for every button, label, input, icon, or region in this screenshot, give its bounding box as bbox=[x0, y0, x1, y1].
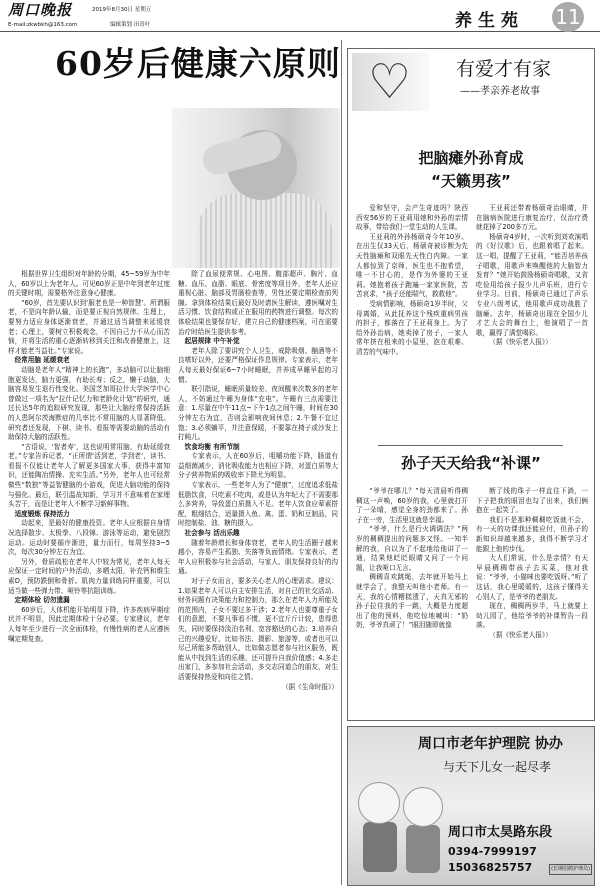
elderly-man-photo bbox=[172, 108, 340, 268]
feature-subtitle: ——孝亲养老故事 bbox=[460, 86, 540, 97]
cartoon-grandma-head bbox=[403, 787, 443, 827]
paragraph: 动起来，是最好的健康投资。老年人应根据自身情况选择散步、太极拳、八段锦、游泳等运动，避免剧烈运动。运动时要循序渐进，量力而行，每周坚持3~5次，每次30分钟左右为宜。 bbox=[8, 519, 170, 557]
story2-column-2 bbox=[476, 487, 588, 715]
contact-email[interactable]: E-mail:zkwbkh@163.com bbox=[8, 22, 78, 28]
main-headline: 60岁后健康六原则 bbox=[55, 44, 341, 83]
editor-credit: 编辑策划 田青叶 bbox=[110, 22, 151, 28]
nursing-home-ad bbox=[347, 726, 595, 886]
subheading: 适度锻炼 保持活力 bbox=[14, 509, 70, 518]
issue-date: 2019年8月30日 星期五 bbox=[92, 7, 152, 13]
story2-headline: 孙子天天给我“补课” bbox=[401, 454, 541, 472]
family-stories-box bbox=[347, 48, 595, 721]
paragraph: 对于子女而言，要多关心老人的心理需求。建议：1.如果老年人可以自主安排生活，对自己的社交活动、财务问题有决策能力和控制力，那么在老年人力所能及的范围内，子女不要过多干涉；2.老年人也要尊重子女们的意愿，不要凡事看不惯，更不宜斤斤计较，患得患失，同时要保持淡泊名利、宽容豁达的心态；3.培养自己的兴趣爱好，比如书法、摄影、旅游等，或者也可以尽己所能多帮助别人，比如做志愿者参与社区服务，既能从中找到生活的乐趣，还可提升自我价值感；4.多走出家门，多参加社会活动，多交志同道合的朋友，对生活要保持热爱和向往之情。 bbox=[178, 577, 338, 681]
paragraph: 现在，稠稠两岁半，马上就要上幼儿园了，他给爷爷的补课暂告一段落。 bbox=[476, 602, 588, 630]
page-number: 11 bbox=[552, 2, 584, 32]
story1-column-2 bbox=[476, 204, 588, 439]
paragraph: 断了线的珠子一样直往下淌，一下子把我的眼泪也勾了出来，我们俩抱在一起笑了。 bbox=[476, 487, 588, 515]
heart-icon: ♡ bbox=[368, 54, 412, 110]
ad-phone-2: 15036825757 bbox=[448, 861, 533, 874]
source-credit: （据《生命时报》） bbox=[281, 682, 338, 691]
subheading: 饮食均衡 有所节制 bbox=[184, 442, 240, 451]
paragraph: 另外，骨质疏松在老年人中较为常见，老年人每天应保证一定时间的户外活动，多晒太阳，补充钙和维生素D，预防跌倒和骨折。肌肉力量训练同样重要，可以适当做一些弹力带、哑铃等抗阻训练。 bbox=[8, 557, 170, 595]
paragraph: “爷爷在哪儿？”每天清晨听得稠稠这一声唤，60岁的我，心里就打开了一朵晴，感觉全身的劲都来了。孙子在一旁，生活里这就是幸福。 bbox=[356, 487, 468, 524]
section-title: 养生苑 bbox=[455, 11, 524, 31]
paragraph: 受病情影响，杨硕奇1岁半时，父母离婚，从此抚养这个残疾重病男孩的担子，都落在了王亚莉身上。为了给外孙治病，她卖掉了房子，一家人常年挤在租来的小屋里，泡在艰难、清苦的气味中。 bbox=[356, 299, 468, 356]
paragraph: “60岁，首先要认识到‘服老也是一种智慧’。所谓服老，不是向年龄认输，而是要正视自然规律。生理上，要努力适应身体逐渐衰老，并通过适当调整来延缓衰老；心理上，要树立积极观念，不因自己力不从心而苦恼，并将生活的重心逐渐转移到关注和改善健康上，这样才能老当益壮。”专家说。 bbox=[8, 298, 170, 355]
cartoon-grandpa bbox=[363, 822, 397, 872]
paragraph: “古语说，‘智者寿’，这也说明常用脑，有助延缓衰老。”专家告诉记者，“正所谓‘活到老，学到老’，读书、看报不仅能让老年人了解更多国家大事，获得丰富知识，还能陶冶情操、充实生活。”另外，老年人也可经常做些“数独”等益智健脑的小游戏，促进大脑功能的保持与强化。最后，联引温故知新，学习并不意味着在家埋头苦干，而是让老年人不断学习新鲜事物。 bbox=[8, 442, 170, 509]
paragraph: 专家表示，人在60岁后，咀嚼功能下降，肠道有益细菌减少，消化吸收能力也相应下降，对蛋白质等大分子营养物质的吸收率下降尤为明显。 bbox=[178, 452, 338, 480]
story-divider bbox=[378, 445, 563, 446]
story2-column-1 bbox=[356, 487, 468, 715]
paragraph: 随着年龄增长和身体衰老，老年人的生活圈子越来越小，容易产生孤独、失落等负面情绪。专家表示，老年人应积极参与社会活动，与家人、朋友保持良好的沟通。 bbox=[178, 538, 338, 576]
subheading: 定期体检 切勿遗漏 bbox=[14, 596, 70, 605]
masthead bbox=[0, 0, 600, 32]
paragraph: 王亚莉还带着杨硕奇治眼睛，并在脑病医院进行康复治疗，仅治疗费就花掉了200多万元。 bbox=[476, 204, 588, 232]
article-column-left bbox=[8, 270, 170, 870]
paragraph: “爷爷，什么是行火调调法？”两岁的稠稠提出的问题多又怪。一知半解的我，自以为了不起地给他讲了一通，结果他眨眨眼睛又问了一个问题，让我哑口无言。 bbox=[356, 525, 468, 572]
feature-title: 有爱才有家 bbox=[456, 58, 552, 80]
ad-recruit-note: (长期招聘护理员) bbox=[549, 864, 592, 875]
subheading: 起居规律 中午补觉 bbox=[184, 337, 240, 346]
cartoon-grandma bbox=[406, 825, 440, 873]
ad-phone-1: 0394-7999197 bbox=[448, 845, 537, 858]
subheading: 社会参与 活出乐趣 bbox=[184, 529, 240, 538]
ad-address: 周口市太昊路东段 bbox=[448, 825, 553, 840]
paragraph: 杨硕奇4岁时，一次听到刘欢演唱的《好汉歌》后，也跟着唱了起来。这一唱，提醒了王亚莉，“能否培养孩子唱歌，用歌声来唤醒他的大脑智力发育？”她开始鼓励杨硕奇唱歌，又省吃俭用给孩子报少儿声乐班，进行专业学习。目前，杨硕奇已通过了声乐专业八级考试，他用歌声成功战胜了脑瘫。去年，杨硕奇出现在全国少儿才艺大会的舞台上，他演唱了一首歌，赢得了满堂喝彩。 bbox=[476, 232, 588, 337]
paragraph: 我们不是那种稠稠吃饭就不会，有一天的功课我还能应付，但孙子的新知识却越来越多，我得不断学习才能跟上他的步伐。 bbox=[476, 515, 588, 553]
paragraph: 60岁后，人体机能开始明显下降，许多疾病早期症状并不明显，因此定期体检十分必要。专家建议，老年人每年至少进行一次全面体检，有慢性病的老人应遵医嘱定期复查。 bbox=[8, 605, 170, 643]
column-divider bbox=[341, 40, 342, 885]
cartoon-grandpa-head bbox=[358, 782, 400, 824]
article-column-middle bbox=[178, 270, 338, 870]
paragraph: 大人们常说，什么是亲情？有天早晨稠稠带孩子去买菜，他对我说：“爷爷，小猫咪也要吃饭呀。”听了这话，我心里暖暖的，这孩子懂得关心别人了，是爷爷的老朋友。 bbox=[476, 554, 588, 601]
newspaper-logo: 周口晚报 bbox=[8, 1, 73, 19]
paragraph: 动脑是老年人“精神上的长跑”，多动脑可以让脑细胞更发达，脑力更强，有助长寿；反之，懒于动脑，大脑容易发生退行性变化。美国芝加哥拉什大学医学中心曾做过一项名为“拉什记忆力和老龄化计划”的研究，通过长达5年的追踪研究发现，那些让大脑经常保持活跃的人患阿尔茨海默症的几率比不常用脑的人显著降低。研究者还发现，下棋、读书、看报等需要动脑的活动有助保持大脑的活跃性。 bbox=[8, 365, 170, 442]
paragraph: 王亚莉的外孙杨硕奇今年10岁。在出生仅33天后，杨硕奇被诊断为先天性脑瘫和双眼先天性白内障。一家人都惊到了京师，医生也不抱希望，唯一不甘心的，是作为外婆的王亚莉。她抱着孩子跑遍一家家医院，苦苦哀求，“孩子还能喘气，救救他”。 bbox=[356, 232, 468, 299]
paragraph: 爱和坚守，会产生奇迹吗？陕西西安56岁的王亚莉用她和外孙的亲情故事，带给我们一堂生动的人生课。 bbox=[356, 204, 468, 232]
ad-slogan: 与天下儿女一起尽孝 bbox=[443, 760, 552, 774]
ad-organizer: 周口市老年护理院 协办 bbox=[418, 736, 563, 752]
story1-headline-line2: “天籁男孩” bbox=[431, 172, 511, 190]
paragraph: 除了血尿便常规、心电图、腹部超声、胸片、血糖、血压、血脂、眼底、骨密度等项目外，老年人还应重视心脏、脑部及胃肠检查等，男性还要定期检查前列腺。拿到体检结果后最好及时请医生解读，遵医嘱对生活习惯、饮食结构或正在服用的药物进行调整。每次的体检结果也要保存好，建立自己的健康档案，可在需要治疗时给医生提供参考。 bbox=[178, 270, 338, 336]
paragraph: 稠稠喜欢跳绳，去年就开始马上就学会了，我整天叫他小老师。有一天，我的心情糟糕透了，天真无邪的孙子拉住我的手一跳，大概是力度超出了他的预料，他吃惊地喊叫：“奶奶，爷爷真顽了！”眼泪随即就像 bbox=[356, 573, 468, 630]
story1-headline-line1: 把脑瘫外孙育成 bbox=[418, 149, 524, 167]
subheading: 经常用脑 延缓衰老 bbox=[14, 356, 70, 365]
paragraph: 根据世界卫生组织对年龄的分期，45~59岁为中年人，60岁以上为老年人。可见60岁正是中年到老年过度的关键时期，需要格外注意身心健康。 bbox=[8, 270, 170, 298]
source-credit: （据《快乐老人报》） bbox=[489, 630, 552, 639]
paragraph: 专家表示，一些老年人为了“健康”，过度追求低盐低脂饮食，只吃素不吃肉，或是认为年纪大了不需要那么多营养，导致蛋白质摄入不足。老年人饮食应荤素搭配，粗细结合，适量摄入鱼、禽、蛋、奶和豆制品，同时控制盐、油、糖的摄入。 bbox=[178, 481, 338, 528]
paragraph: 联引指说，睡眠质量较差、夜间醒来次数多的老年人，不妨通过午睡为身体“充电”。午睡有三点需要注意：1.尽量在中午11点~下午1点之间午睡，时间在30分钟左右为宜，否则会影响夜间休息；2.午餐不宜过饱；3.必须躺平，并注意保暖，不要靠在椅子或沙发上打盹儿。 bbox=[178, 385, 338, 442]
paragraph: 老年人除了要讲究个人卫生，戒除吸烟、酗酒等不良嗜好以外，还要严格保证作息规律。专家表示，老年人每天最好保证6~7小时睡眠，并养成早睡早起的习惯。 bbox=[178, 346, 338, 384]
heart-image bbox=[352, 53, 430, 111]
source-credit: （据《快乐老人报》） bbox=[489, 338, 552, 347]
story1-column-1 bbox=[356, 204, 468, 439]
